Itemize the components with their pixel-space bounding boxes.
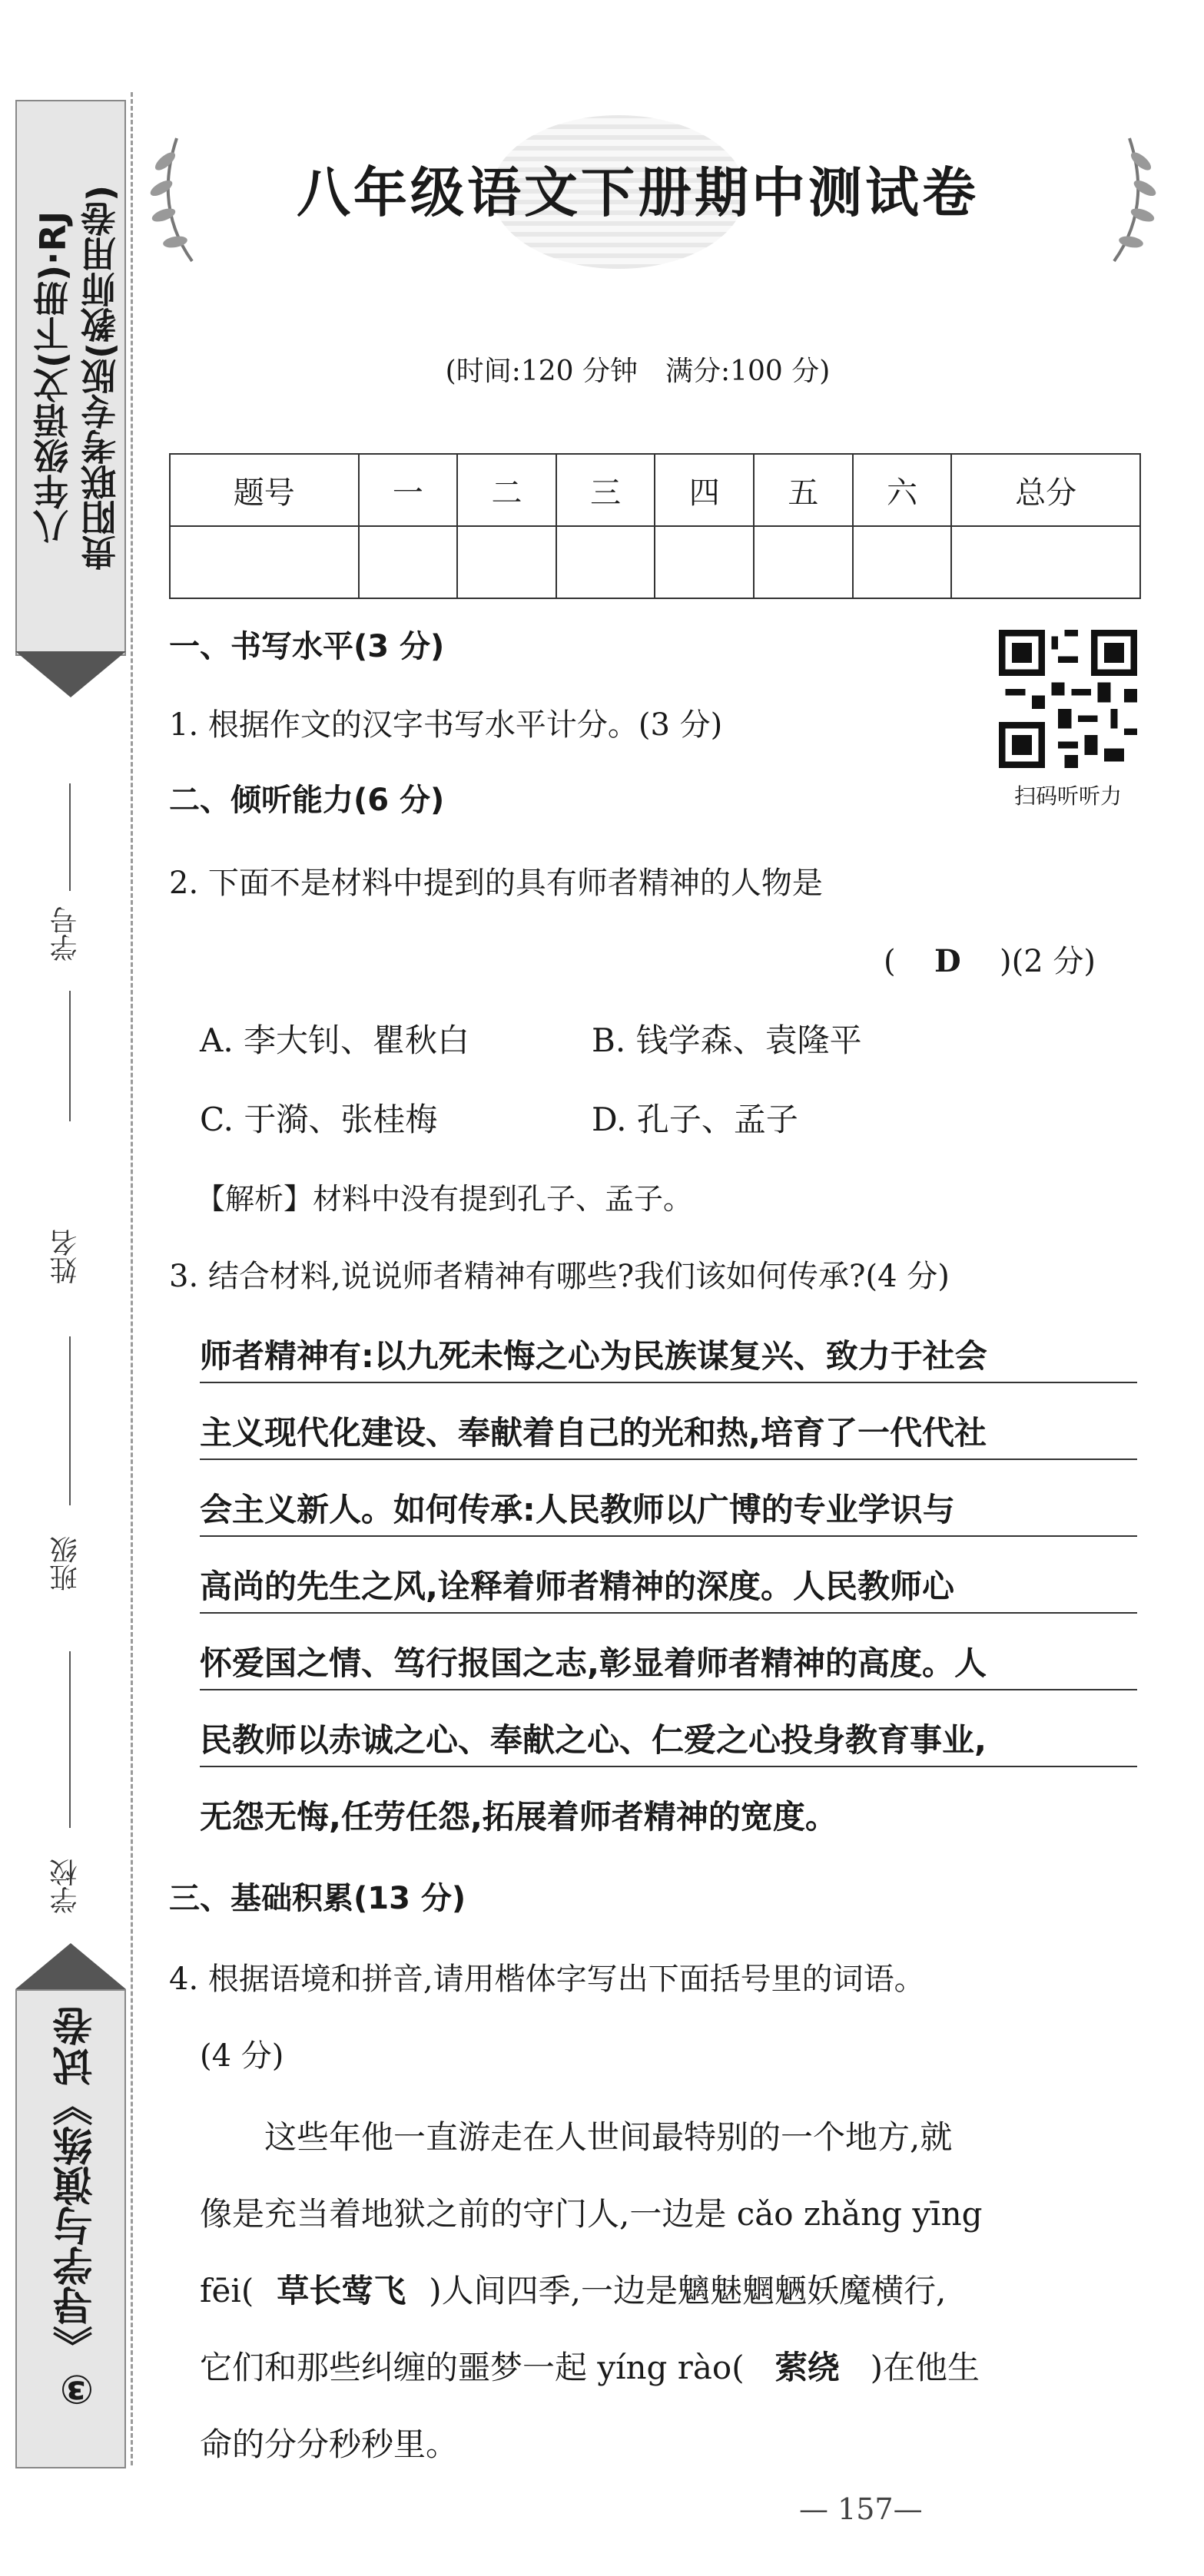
q3-answer-line: 无怨无悔,任劳任怨,拓展着师者精神的宽度。: [200, 1798, 837, 1836]
sidebar-header: [15, 100, 126, 656]
q2-analysis: 【解析】材料中没有提到孔子、孟子。: [196, 1182, 693, 1216]
q2-answer-bracket: [884, 937, 1096, 981]
student-no-label: 学号: [50, 906, 81, 962]
score-header-cell: 一: [359, 454, 458, 526]
time-score-info: (时间:120 分钟 满分:100 分): [445, 356, 831, 387]
q4-passage-line3: [200, 2266, 1137, 2312]
school-label: 学校: [50, 1859, 81, 1914]
page-number: — 157—: [799, 2492, 923, 2526]
q4-passage-text: 它们和那些纠缠的噩梦一起 yíng rào(: [200, 2349, 745, 2386]
qr-code-icon[interactable]: [999, 630, 1137, 768]
sidebar-footer-text: ③《导学与演练》试卷: [54, 2006, 100, 2412]
qr-label: 扫码听听力: [1013, 783, 1122, 809]
section-3-heading: 三、基础积累(13 分): [169, 1881, 466, 1916]
page-title: 八年级语文下册期中测试卷: [297, 161, 979, 224]
q2-option-d: D. 孔子、孟子: [592, 1101, 798, 1138]
q3-answer-line: 师者精神有:以九死未悔之心为民族谋复兴、致力于社会: [200, 1331, 1137, 1383]
score-header-cell: 题号: [170, 454, 359, 526]
question-1: 1. 根据作文的汉字书写水平计分。(3 分): [169, 707, 723, 743]
q2-option-b: B. 钱学森、袁隆平: [592, 1021, 862, 1059]
score-cell[interactable]: [556, 526, 655, 598]
question-2: 2. 下面不是材料中提到的具有师者精神的人物是: [169, 866, 823, 901]
q3-answer-line: 怀爱国之情、笃行报国之志,彰显着师者精神的高度。人: [200, 1638, 1137, 1690]
score-table: [169, 453, 1141, 599]
q2-option-c: C. 于漪、张桂梅: [200, 1101, 438, 1138]
laurel-right-icon: [1099, 131, 1168, 269]
q4-passage-line: 这些年他一直游走在人世间最特别的一个地方,就: [264, 2118, 953, 2156]
q2-answer: D: [934, 943, 961, 979]
class-line: [69, 1336, 71, 1505]
school-line: [69, 1651, 71, 1828]
score-header-cell: 四: [655, 454, 754, 526]
score-table-blank-row: [170, 526, 1140, 598]
q3-answer-line: 民教师以赤诚之心、奉献之心、仁爱之心投身教育事业,: [200, 1715, 1137, 1767]
section-2-heading: 二、倾听能力(6 分): [169, 783, 445, 818]
question-4: 4. 根据语境和拼音,请用楷体字写出下面括号里的词语。: [169, 1962, 925, 1997]
score-header-cell: 五: [754, 454, 853, 526]
q4-passage-line: 像是充当着地狱之前的守门人,一边是 cǎo zhǎng yīng: [200, 2195, 983, 2233]
q2-bracket-open: (: [884, 944, 896, 979]
score-header-cell: 三: [556, 454, 655, 526]
score-cell[interactable]: [359, 526, 458, 598]
q3-answer-line: 会主义新人。如何传承:人民教师以广博的专业学识与: [200, 1485, 1137, 1537]
sidebar-arrow-down: [15, 651, 126, 697]
score-cell[interactable]: [170, 526, 359, 598]
q3-answer-line: 高尚的先生之风,诠释着师者精神的深度。人民教师心: [200, 1561, 1137, 1614]
section-1-heading: 一、书写水平(3 分): [169, 629, 445, 664]
laurel-left-icon: [138, 131, 207, 269]
score-header-cell: 总分: [951, 454, 1140, 526]
q4-blank-answer-1: 草长莺飞: [277, 2272, 406, 2309]
name-label: 姓名: [50, 1229, 81, 1284]
score-header-cell: 二: [457, 454, 556, 526]
sidebar-arrow-up: [15, 1943, 126, 1989]
q4-passage-line: 命的分分秒秒里。: [200, 2425, 459, 2463]
q4-blank-answer-2: 萦绕: [774, 2349, 840, 2386]
score-table-header-row: [170, 454, 1140, 526]
score-cell[interactable]: [457, 526, 556, 598]
q3-answer-line: 主义现代化建设、奉献着自己的光和热,培育了一代代社: [200, 1408, 1137, 1460]
q2-bracket-close: )(2 分): [1000, 944, 1096, 979]
q4-passage-text: )在他生: [870, 2349, 980, 2386]
q4-score: (4 分): [200, 2038, 284, 2074]
score-cell[interactable]: [853, 526, 952, 598]
q4-passage-text: )人间四季,一边是魑魅魍魉妖魔横行,: [429, 2272, 947, 2309]
q4-passage-line4: [200, 2343, 1137, 2389]
class-label: 班级: [50, 1536, 81, 1591]
sidebar-title-line1: 八年级语文(下册)·RJ: [32, 210, 74, 545]
score-cell[interactable]: [951, 526, 1140, 598]
q2-option-a: A. 李大钊、瞿秋白: [200, 1021, 470, 1059]
q4-passage-text: fēi(: [200, 2272, 254, 2309]
score-cell[interactable]: [655, 526, 754, 598]
sidebar-title-line2: 贵阳联考专版(教师用卷): [80, 184, 121, 571]
question-3: 3. 结合材料,说说师者精神有哪些?我们该如何传承?(4 分): [169, 1259, 950, 1294]
sidebar-footer: [15, 1989, 126, 2468]
name-line: [69, 991, 71, 1121]
score-cell[interactable]: [754, 526, 853, 598]
student-no-line: [69, 783, 71, 891]
score-header-cell: 六: [853, 454, 952, 526]
